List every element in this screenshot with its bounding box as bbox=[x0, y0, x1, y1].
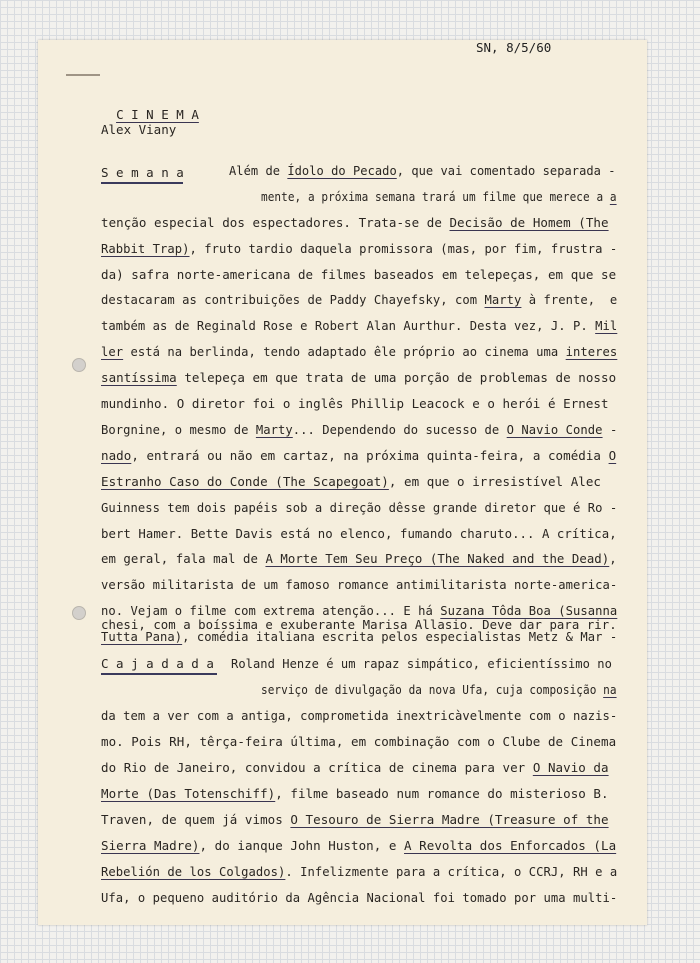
text-line bbox=[101, 318, 618, 334]
underlined-title: O Navio Conde bbox=[506, 422, 603, 437]
section-label-cajadada: C a j a d a d a bbox=[101, 656, 214, 671]
text-line bbox=[101, 617, 617, 633]
text-line bbox=[231, 656, 612, 672]
text-line bbox=[101, 577, 618, 593]
text-line bbox=[101, 786, 617, 802]
underlined-title: Rebelión de los Colgados) bbox=[101, 864, 286, 879]
text-run: está na berlinda, tendo adaptado êle próprio ao cinema uma bbox=[123, 344, 566, 359]
underlined-title: Ídolo do Pecado bbox=[287, 163, 397, 178]
text-run: mundinho. O diretor foi o inglês Phillip Leacock e o herói é Ernest bbox=[101, 396, 609, 411]
text-run: do Rio de Janeiro, convidou a crítica de cinema para ver bbox=[101, 760, 533, 775]
underlined-title: Decisão de Homem (The bbox=[449, 215, 609, 230]
underlined-title: Mil bbox=[595, 318, 618, 333]
text-line bbox=[101, 890, 618, 906]
date-stamp: SN, 8/5/60 bbox=[476, 40, 552, 55]
text-run: em geral, fala mal de bbox=[101, 551, 266, 566]
underlined-title: Marty bbox=[255, 422, 293, 437]
text-line bbox=[101, 526, 617, 542]
text-run: , fruto tardio daquela promissora (mas, por fim, frustra - bbox=[189, 241, 618, 256]
underlined-title: Morte (Das Totenschiff) bbox=[101, 786, 276, 801]
text-run: chesi, com a boíssima e exuberante Marisa Allasio. Deve dar para rir. bbox=[101, 617, 617, 632]
text-run: , filme baseado num romance do misterioso B. bbox=[275, 786, 609, 801]
underlined-title: a bbox=[609, 189, 617, 204]
underlined-title: O bbox=[608, 448, 617, 463]
text-run: , em que o irresistível Alec bbox=[388, 474, 601, 489]
section-label-semana: S e m a n a bbox=[101, 165, 184, 180]
text-line bbox=[101, 500, 618, 516]
text-run: da tem a ver com a antiga, comprometida inextricàvelmente com o nazis- bbox=[101, 708, 618, 723]
underlined-title: Marty bbox=[484, 292, 522, 307]
text-run: , bbox=[609, 551, 617, 566]
text-line bbox=[101, 215, 617, 231]
punch-hole-top bbox=[72, 358, 86, 372]
author-name: Alex Viany bbox=[101, 122, 177, 137]
text-run: no. Vejam o filme com extrema atenção... E há bbox=[101, 603, 441, 618]
text-run: mo. Pois RH, têrça-feira última, em combinação com o Clube de Cinema bbox=[101, 734, 617, 749]
text-line bbox=[101, 448, 617, 464]
punch-hole-bottom bbox=[72, 606, 86, 620]
underlined-title: na bbox=[603, 682, 617, 697]
text-line bbox=[229, 163, 616, 179]
text-run: Borgnine, o mesmo de bbox=[101, 422, 256, 437]
text-run: Traven, de quem já vimos bbox=[101, 812, 291, 827]
text-line bbox=[101, 812, 617, 828]
text-line bbox=[101, 864, 618, 880]
text-line bbox=[101, 344, 618, 360]
text-run: mente, a próxima semana trará um filme que merece a bbox=[261, 189, 610, 204]
text-run: - bbox=[602, 422, 618, 437]
underlined-title: O Tesouro de Sierra Madre (Treasure of the bbox=[290, 812, 609, 827]
underlined-title: A Morte Tem Seu Preço (The Naked and the Dead) bbox=[265, 551, 610, 566]
section-label-semana-underline bbox=[101, 182, 183, 184]
text-line bbox=[101, 708, 618, 724]
text-run: . Infelizmente para a crítica, o CCRJ, RH e a bbox=[285, 864, 618, 879]
pencil-mark bbox=[66, 74, 100, 76]
text-run: Além de bbox=[229, 163, 288, 178]
text-run: telepeça em que trata de uma porção de problemas de nosso bbox=[176, 370, 617, 385]
text-run: bert Hamer. Bette Davis está no elenco, fumando charuto... A crítica, bbox=[101, 526, 617, 541]
text-run: também as de Reginald Rose e Robert Alan Aurthur. Desta vez, J. P. bbox=[101, 318, 596, 333]
text-run: , do ianque John Huston, e bbox=[199, 838, 405, 853]
underlined-title: nado bbox=[101, 448, 132, 463]
text-line bbox=[101, 734, 617, 750]
text-run: , que vai comentado separada - bbox=[396, 163, 616, 178]
underlined-title: Suzana Tôda Boa (Susanna bbox=[440, 603, 618, 618]
page-title: C I N E M A bbox=[116, 107, 199, 122]
text-line bbox=[101, 396, 617, 412]
underlined-title: ler bbox=[101, 344, 124, 359]
text-line bbox=[101, 474, 617, 490]
underlined-title: Estranho Caso do Conde (The Scapegoat) bbox=[101, 474, 389, 489]
text-run: , entrará ou não em cartaz, na próxima quinta-feira, a comédia bbox=[131, 448, 609, 463]
text-run: serviço de divulgação da nova Ufa, cuja composição bbox=[261, 682, 604, 697]
underlined-title: A Revolta dos Enforcados (La bbox=[404, 838, 617, 853]
text-run: da) safra norte-americana de filmes baseados em telepeças, em que se bbox=[101, 267, 617, 282]
text-line bbox=[101, 241, 618, 257]
underlined-title: Tutta Pana) bbox=[101, 629, 183, 644]
text-run: Guinness tem dois papéis sob a direção dêsse grande diretor que é Ro - bbox=[101, 500, 618, 515]
section-label-cajadada-underline bbox=[101, 673, 217, 675]
text-run: , comédia italiana escrita pelos especialistas Metz & Mar - bbox=[182, 629, 618, 644]
text-run: Ufa, o pequeno auditório da Agência Nacional foi tomado por uma multi- bbox=[101, 890, 618, 905]
underlined-title: interes bbox=[565, 344, 618, 359]
text-run: destacaram as contribuições de Paddy Chayefsky, com bbox=[101, 292, 485, 307]
underlined-title: O Navio da bbox=[532, 760, 609, 775]
text-line bbox=[101, 422, 618, 438]
text-run: à frente, e bbox=[521, 292, 618, 307]
text-run: ... Dependendo do sucesso de bbox=[292, 422, 507, 437]
text-line bbox=[101, 292, 618, 308]
underlined-title: santíssima bbox=[101, 370, 177, 385]
text-line bbox=[101, 267, 617, 283]
underlined-title: Rabbit Trap) bbox=[101, 241, 190, 256]
text-line bbox=[101, 370, 617, 386]
text-line bbox=[261, 189, 617, 205]
underlined-title: Sierra Madre) bbox=[101, 838, 200, 853]
text-line bbox=[261, 682, 617, 698]
text-line bbox=[101, 760, 617, 776]
text-line bbox=[101, 551, 617, 567]
text-run: versão militarista de um famoso romance antimilitarista norte-america- bbox=[101, 577, 618, 592]
text-run: tenção especial dos espectadores. Trata-se de bbox=[101, 215, 450, 230]
text-line bbox=[101, 838, 617, 854]
text-run: Roland Henze é um rapaz simpático, eficientíssimo no bbox=[231, 656, 612, 671]
